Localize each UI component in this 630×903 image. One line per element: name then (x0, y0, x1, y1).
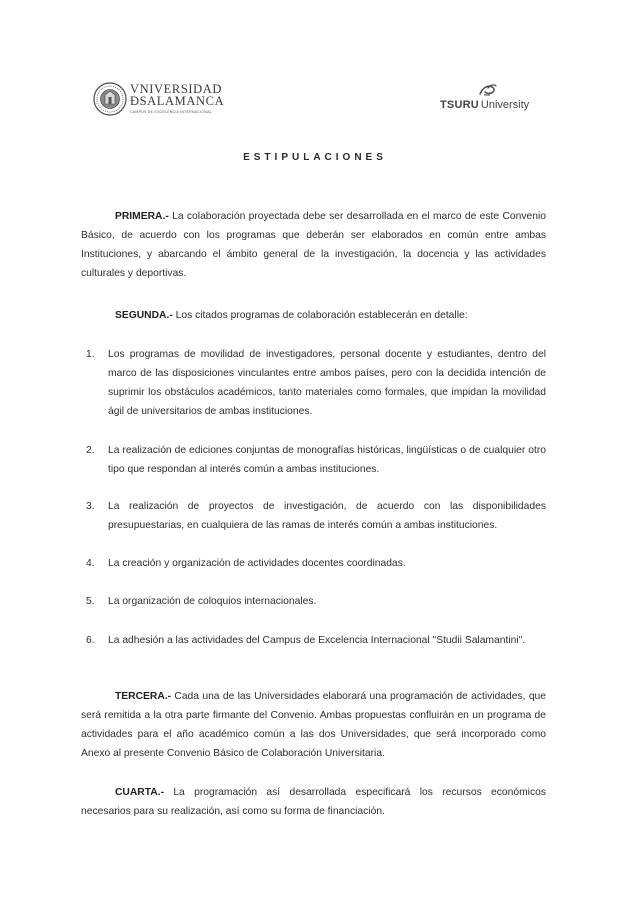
usal-name-line1: VNIVERSIDAD (130, 82, 223, 96)
page-title: ESTIPULACIONES (243, 152, 387, 163)
clause-cuarta (81, 784, 546, 822)
tsuru-logo (440, 84, 536, 114)
clause-primera (81, 208, 546, 284)
list-item-text: La organización de coloquios internacionales. (108, 596, 317, 607)
list-item-number: 3. (86, 501, 95, 512)
clause-tercera-text: Cada una de las Universidades elaborará una programación de actividades, que será remitida a la otra parte firmante del Convenio. Ambas propuestas confluirán en un programa de actividades para el año académico común a las dos Universidades, que será incorporado como Anexo al presente Convenio Básico de Colaboración Universitaria. (81, 691, 546, 759)
clause-segunda-heading: SEGUNDA.- (115, 310, 173, 321)
clause-tercera (81, 688, 546, 764)
clause-segunda (81, 307, 546, 326)
list-item-text: Los programas de movilidad de investigadores, personal docente y estudiantes, dentro del marco de las disposiciones vinculantes entre ambos países, pero con la decidida intención de suprimir los obstáculos académicos, tanto materiales como formales, que impidan la movilidad ágil de universitarios de ambas instituciones. (108, 349, 546, 417)
list-item-text: La creación y organización de actividades docentes coordinadas. (108, 558, 406, 569)
usal-subtitle: CAMPUS DE EXCELENCIA INTERNACIONAL (130, 110, 212, 114)
list-item-text: La realización de proyectos de investigación, de acuerdo con las disponibilidades presupuestarias, en cualquiera de las ramas de interés común a ambas instituciones. (108, 501, 546, 531)
clause-primera-text: La colaboración proyectada debe ser desarrollada en el marco de este Convenio Básico, de acuerdo con los programas que deberán ser elaborados en común entre ambas Instituciones, y abarcando el ámbito general de la investigación, la docencia y las actividades culturales y deportivas. (81, 211, 546, 279)
usal-logo (93, 82, 223, 118)
tsuru-name-bold: TSURU (440, 99, 479, 111)
list-item-number: 4. (86, 558, 95, 569)
list-item-number: 5. (86, 596, 95, 607)
usal-name-line2: ÐSALAMANCA (130, 94, 225, 108)
clause-primera-heading: PRIMERA.- (115, 211, 169, 222)
clause-cuarta-heading: CUARTA.- (115, 787, 164, 798)
list-item-number: 2. (86, 445, 95, 456)
tsuru-name-rest: University (480, 99, 530, 111)
list-item-text: La realización de ediciones conjuntas de monografías históricas, lingüísticas o de cualquier otro tipo que respondan al interés común a ambas instituciones. (108, 445, 546, 475)
clause-tercera-heading: TERCERA.- (115, 691, 172, 702)
list-item-number: 6. (86, 635, 95, 646)
clause-cuarta-text: La programación así desarrollada especificará los recursos económicos necesarios para su realización, así como su forma de financiación. (81, 787, 546, 817)
list-item-number: 1. (86, 349, 95, 360)
clause-segunda-text: Los citados programas de colaboración establecerán en detalle: (172, 310, 468, 321)
usal-seal-icon (93, 82, 127, 116)
crane-icon (478, 84, 498, 97)
list-item-text: La adhesión a las actividades del Campus de Excelencia Internacional "Studii Salamantini". (108, 635, 526, 646)
